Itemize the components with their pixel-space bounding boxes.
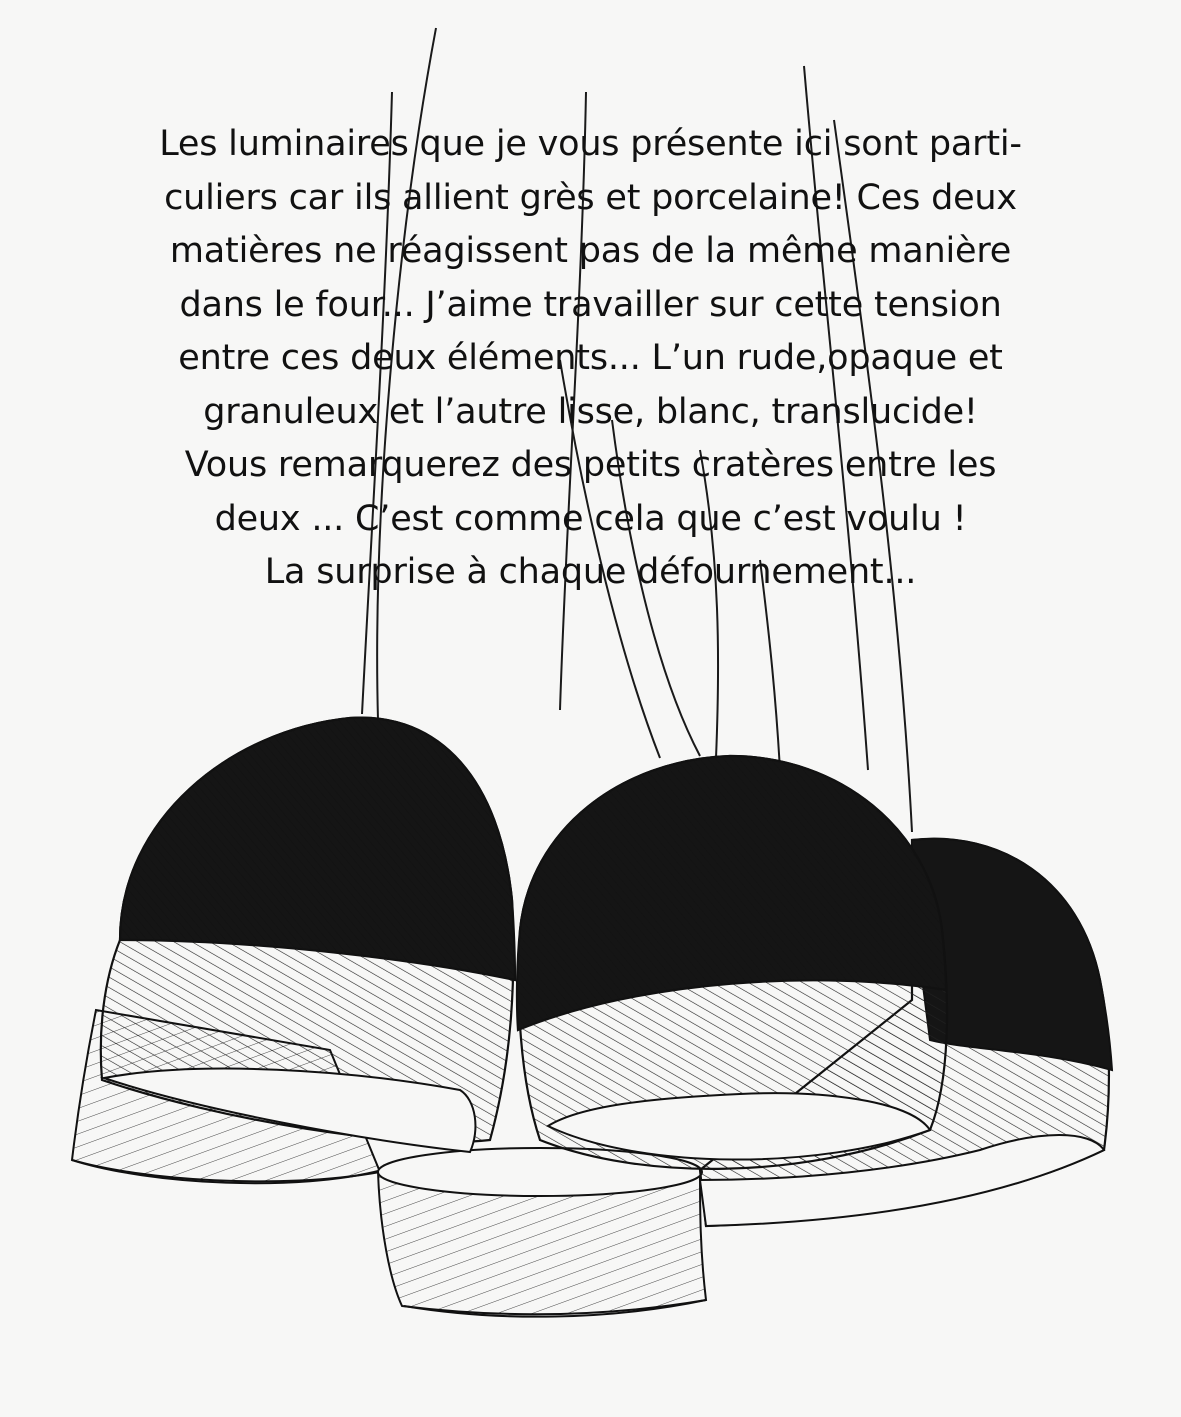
lamp-left-dome	[101, 718, 515, 1152]
text-line: Vous remarquerez des petits cratères entre les	[184, 445, 997, 485]
text-line: granuleux et l’autre lisse, blanc, translucide!	[203, 391, 978, 432]
text-line: Les luminaires que je vous présente ici sont parti-	[159, 124, 1022, 164]
text-line: culiers car ils allient grès et porcelaine! Ces deux	[164, 177, 1017, 218]
text-line: matières ne réagissent pas de la même manière	[169, 231, 1012, 271]
lamp-bottom-cylinder	[378, 1148, 706, 1317]
lamp-center-dome	[517, 756, 947, 1169]
text-line: deux ... C’est comme cela que c’est voulu !	[214, 498, 967, 539]
description-text	[40, 118, 1141, 600]
text-line: entre ces deux éléments... L’un rude,opaque et	[178, 338, 1003, 378]
text-line: La surprise à chaque défournement...	[264, 552, 917, 592]
text-line: dans le four... J’aime travailler sur cette tension	[179, 284, 1002, 325]
